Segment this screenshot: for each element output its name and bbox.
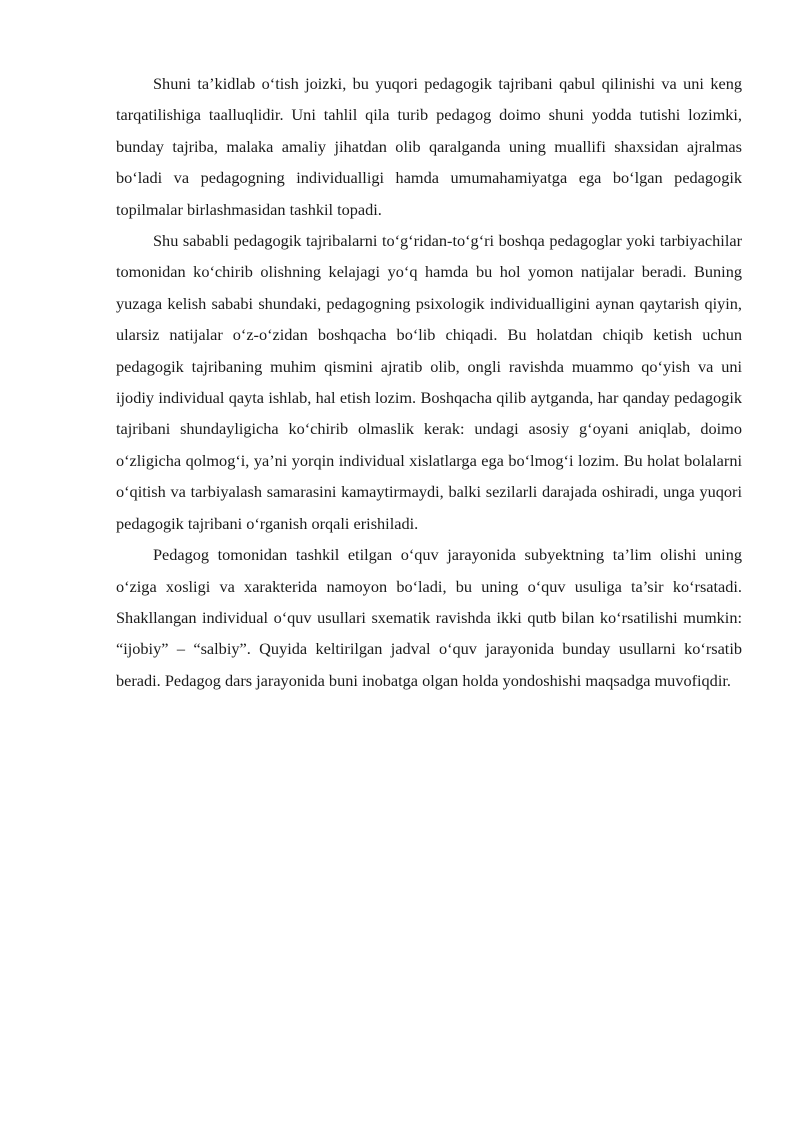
paragraph-2: Shu sababli pedagogik tajribalarni to‘g‘ridan-to‘g‘ri boshqa pedagoglar yoki tarbiyachilar tomonidan ko‘chirib olishning kelajagi yo‘q hamda bu hol yomon natijalar beradi. Buning yuzaga kelish sababi shundaki, pedagogning psixologik individualligini aynan qaytarish qiyin, ularsiz natijalar o‘z-o‘zidan boshqacha bo‘lib chiqadi. Bu holatdan chiqib ketish uchun pedagogik tajribaning muhim qismini ajratib olib, ongli ravishda muammo qo‘yish va uni ijodiy individual qayta ishlab, hal etish lozim. Boshqacha qilib aytganda, har qanday pedagogik tajribani shundayligicha ko‘chirib olmaslik kerak: undagi asosiy g‘oyani aniqlab, doimo o‘zligicha qolmog‘i, ya’ni yorqin individual xislatlarga ega bo‘lmog‘i lozim. Bu holat bolalarni o‘qitish va tarbiyalash samarasini kamaytirmaydi, balki sezilarli darajada oshiradi, unga yuqori pedagogik tajribani o‘rganish orqali erishiladi.	[116, 231, 742, 533]
paragraph-3: Pedagog tomonidan tashkil etilgan o‘quv jarayonida subyektning ta’lim olishi uning o‘ziga xosligi va xarakterida namoyon bo‘ladi, bu uning o‘quv usuliga ta’sir ko‘rsatadi. Shakllangan individual o‘quv usullari sxematik ravishda ikki qutb bilan ko‘rsatilishi mumkin: “ijobiy” – “salbiy”. Quyida keltirilgan jadval o‘quv jarayonida bunday usullarni ko‘rsatib beradi. Pedagog dars jarayonida buni inobatga olgan holda yondoshishi maqsadga muvofiqdir.	[116, 545, 742, 690]
body-text	[116, 68, 742, 696]
paragraph-1: Shuni ta’kidlab o‘tish joizki, bu yuqori pedagogik tajribani qabul qilinishi va uni keng tarqatilishiga taalluqlidir. Uni tahlil qila turib pedagog doimo shuni yodda tutishi lozimki, bunday tajriba, malaka amaliy jihatdan olib qaralganda uning muallifi shaxsidan ajralmas bo‘ladi va pedagogning individualligi hamda umumahamiyatga ega bo‘lgan pedagogik topilmalar birlashmasidan tashkil topadi.	[116, 74, 742, 219]
